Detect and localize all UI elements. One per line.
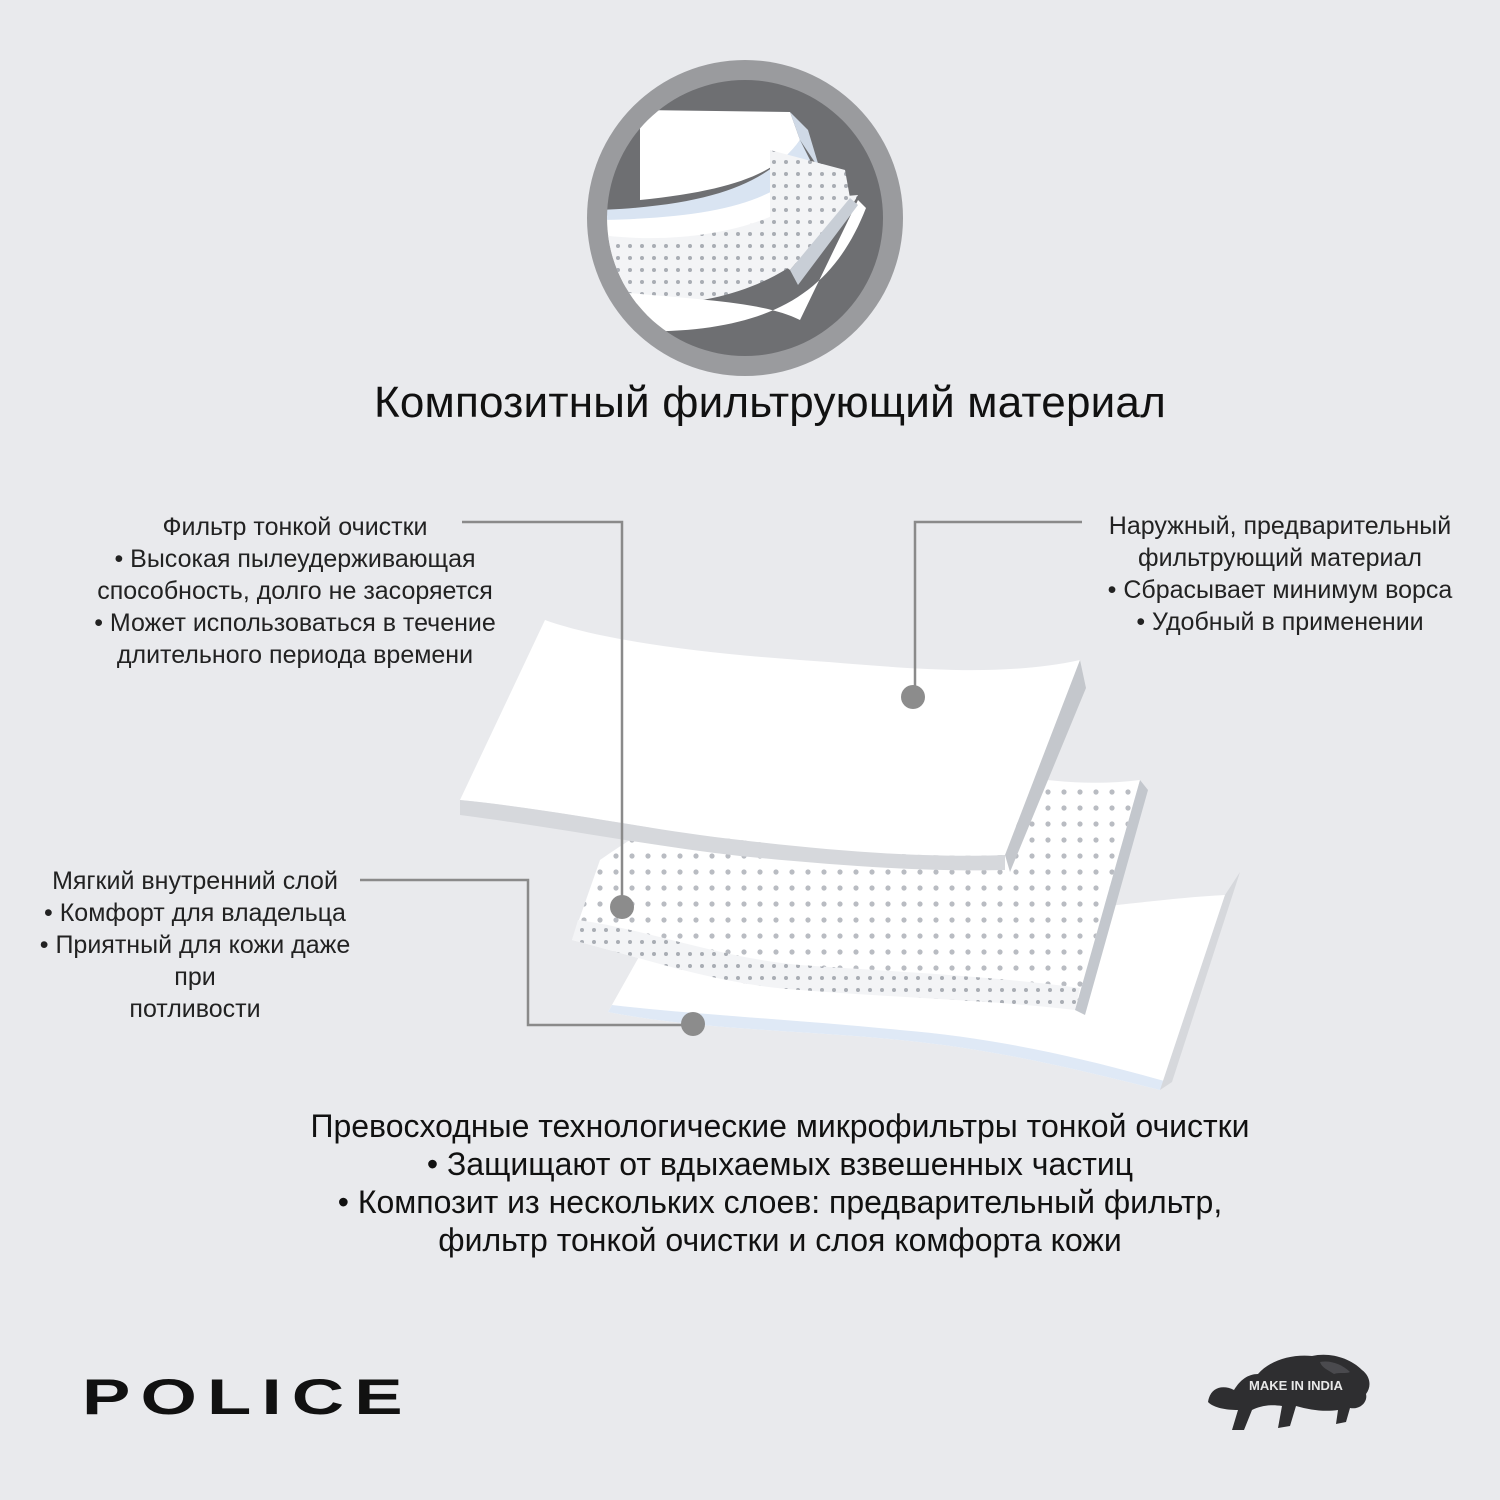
callout-line: • Может использоваться в течение bbox=[94, 609, 496, 637]
callout-line: потливости bbox=[129, 995, 261, 1023]
callout-fine-filter bbox=[60, 511, 530, 671]
page-title: Композитный фильтрующий материал bbox=[374, 378, 1166, 427]
badge-text: MAKE IN INDIA bbox=[1249, 1378, 1343, 1393]
summary-text bbox=[180, 1107, 1380, 1259]
callout-line: • Удобный в применении bbox=[1136, 608, 1424, 636]
callout-line: • Сбрасывает минимум ворса bbox=[1107, 576, 1453, 604]
callout-outer-layer bbox=[1080, 510, 1480, 638]
summary-line: Превосходные технологические микрофильтры тонкой очистки bbox=[310, 1108, 1250, 1144]
outer-prefilter-layer bbox=[460, 620, 1086, 872]
callout-line: • Приятный для кожи даже bbox=[39, 931, 351, 959]
cross-section-circle bbox=[587, 60, 903, 376]
callout-line: фильтрующий материал bbox=[1138, 544, 1422, 572]
callout-inner-layer bbox=[20, 865, 370, 1025]
callout-line: • Комфорт для владельца bbox=[44, 899, 346, 927]
callout-line: Фильтр тонкой очистки bbox=[162, 513, 428, 541]
marker-dot-inner bbox=[681, 1012, 705, 1036]
summary-line: фильтр тонкой очистки и слоя комфорта кожи bbox=[438, 1222, 1122, 1258]
callout-line: при bbox=[174, 963, 216, 991]
summary-line: • Композит из нескольких слоев: предварительный фильтр, bbox=[337, 1184, 1223, 1220]
marker-dot-fine bbox=[610, 895, 634, 919]
callout-line: способность, долго не засоряется bbox=[97, 577, 493, 605]
marker-dot-outer bbox=[901, 685, 925, 709]
callout-line: длительного периода времени bbox=[116, 641, 474, 669]
summary-line: • Защищают от вдыхаемых взвешенных частиц bbox=[426, 1146, 1134, 1182]
callout-line: Наружный, предварительный bbox=[1108, 512, 1452, 540]
police-logo: POLICE bbox=[82, 1369, 413, 1425]
make-in-india-lion-icon bbox=[1200, 1340, 1380, 1440]
callout-line: • Высокая пылеудерживающая bbox=[114, 545, 476, 573]
callout-line: Мягкий внутренний слой bbox=[52, 867, 338, 895]
